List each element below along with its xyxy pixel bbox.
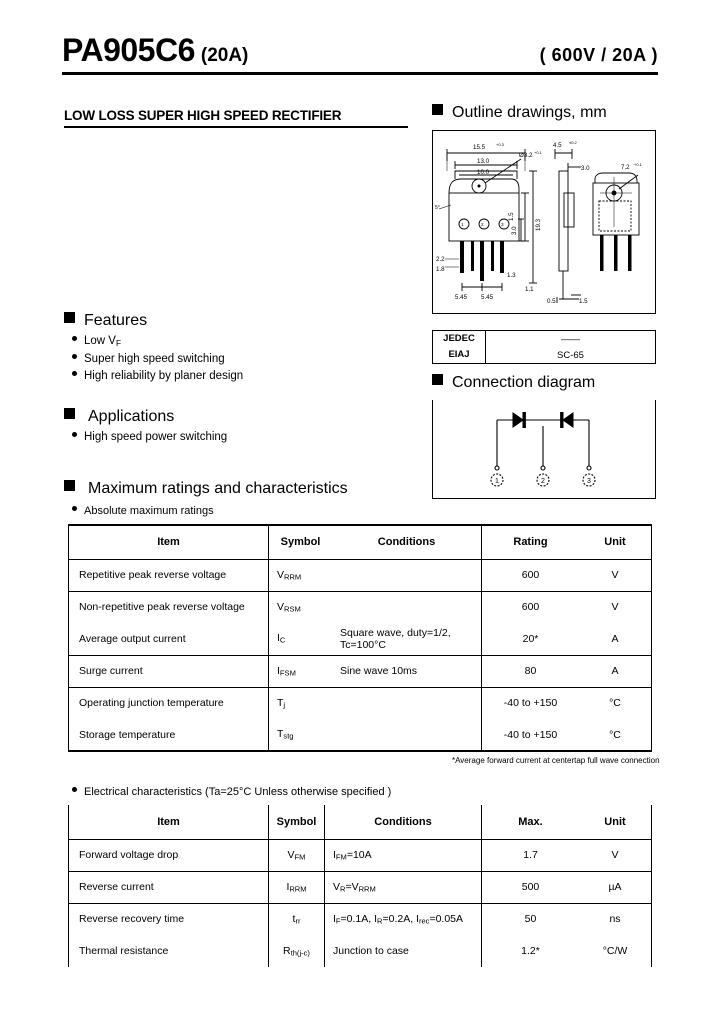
maxratings-title: Maximum ratings and characteristics xyxy=(88,480,348,497)
connection-diagram-box xyxy=(432,400,656,499)
cell-symbol: $I_C$ xyxy=(269,623,333,655)
table-row xyxy=(69,839,652,871)
col-header-rating: Rating xyxy=(482,525,580,559)
applications-item: High speed power switching xyxy=(72,431,227,443)
dim-body-width-outer: 13.0 xyxy=(477,158,490,165)
cell-unit: °C xyxy=(579,719,652,751)
connection-diagram-title: Connection diagram xyxy=(452,374,596,391)
package-outline-drawing xyxy=(433,131,653,311)
col-header-item: Item xyxy=(69,805,269,839)
connection-pin-label-3: 3 xyxy=(587,478,591,485)
dim-angle-note: 5° xyxy=(435,205,440,211)
ratings-summary: ( 600V / 20A ) xyxy=(539,45,658,65)
section-marker-square-icon xyxy=(64,480,75,491)
section-marker-square-icon xyxy=(64,312,75,323)
features-item: Low $V_F$ xyxy=(72,335,243,348)
section-marker-square-icon xyxy=(432,374,443,385)
header-rule xyxy=(62,72,658,75)
cell-rating: 600 xyxy=(482,559,580,591)
col-header-symbol: Symbol xyxy=(269,525,333,559)
cell-symbol: $V_{RSM}$ xyxy=(269,591,333,623)
table-row xyxy=(69,559,652,591)
product-subtitle: LOW LOSS SUPER HIGH SPEED RECTIFIER xyxy=(64,108,342,123)
applications-title: Applications xyxy=(88,408,175,425)
col-header-conditions: Conditions xyxy=(325,805,482,839)
eiaj-value: SC-65 xyxy=(557,349,584,361)
dim-tab-height: 3.0 xyxy=(511,226,518,235)
cell-conditions: Square wave, duty=1/2, Tc=100°C xyxy=(332,623,482,655)
col-header-max: Max. xyxy=(482,805,580,839)
table-row xyxy=(69,871,652,903)
diode-2-cathode-bar xyxy=(561,413,563,428)
diode-2-triangle xyxy=(563,413,573,427)
table-row xyxy=(69,935,652,967)
cell-max: 1.2* xyxy=(482,935,580,967)
cell-max: 500 xyxy=(482,871,580,903)
cell-item: Repetitive peak reverse voltage xyxy=(69,559,269,591)
cell-unit: V xyxy=(579,559,652,591)
dim-back-dim-tol: +0.1 xyxy=(634,162,642,167)
col-header-unit: Unit xyxy=(579,525,652,559)
cell-symbol: $V_{RRM}$ xyxy=(269,559,333,591)
col-header-conditions: Conditions xyxy=(332,525,482,559)
cell-item: Reverse current xyxy=(69,871,269,903)
cell-symbol: $I_{FSM}$ xyxy=(269,655,333,687)
table-row xyxy=(69,655,652,687)
bullet-icon xyxy=(72,336,77,341)
pin-label-3: 3 xyxy=(501,222,504,227)
dim-lead-width: 1.1 xyxy=(525,286,534,293)
connection-diagram-heading xyxy=(432,374,595,392)
outline-drawings-heading xyxy=(432,104,607,122)
cell-rating: 20* xyxy=(482,623,580,655)
cell-item: Surge current xyxy=(69,655,269,687)
diode-1-cathode-bar xyxy=(523,413,525,428)
cell-symbol: $R_{th(j-c)}$ xyxy=(269,935,325,967)
cell-rating: -40 to +150 xyxy=(482,687,580,719)
page-header xyxy=(62,34,658,75)
cell-item: Operating junction temperature xyxy=(69,687,269,719)
cell-symbol: $T_{stg}$ xyxy=(269,719,333,751)
outline-drawings-box xyxy=(432,130,656,314)
connection-pin-label-1: 1 xyxy=(495,478,499,485)
cell-unit: A xyxy=(579,655,652,687)
cell-unit: °C xyxy=(579,687,652,719)
dim-overall-width: 15.5 xyxy=(473,144,486,151)
section-marker-square-icon xyxy=(432,104,443,115)
col-header-symbol: Symbol xyxy=(269,805,325,839)
dim-hole-dia: Ø3.2 xyxy=(519,152,533,159)
dim-pin-pitch-1: 5.45 xyxy=(455,294,468,301)
cell-item: Average output current xyxy=(69,623,269,655)
cell-conditions: $I_{FM}=10A$ xyxy=(325,839,482,871)
absolute-maximum-ratings-table xyxy=(68,524,652,752)
cell-conditions xyxy=(332,719,482,751)
dim-side-thickness-tol: ±0.2 xyxy=(569,140,577,145)
bullet-icon xyxy=(72,506,77,511)
cell-conditions xyxy=(332,687,482,719)
cell-max: 1.7 xyxy=(482,839,580,871)
cell-item: Storage temperature xyxy=(69,719,269,751)
jedec-row xyxy=(433,331,655,347)
connection-diagram xyxy=(433,400,653,496)
connection-pin-label-2: 2 xyxy=(541,478,545,485)
absmax-caption: Absolute maximum ratings xyxy=(72,505,214,517)
table-row xyxy=(69,687,652,719)
cell-conditions: $I_F=0.1A$, $I_R=0.2A$, $I_{rec}=0.05A$ xyxy=(333,912,464,926)
cell-item: Non-repetitive peak reverse voltage xyxy=(69,591,269,623)
cell-conditions: Junction to case xyxy=(333,945,409,957)
jedec-label: JEDEC xyxy=(433,331,486,347)
diode-1-triangle xyxy=(513,413,523,427)
dim-lead-thick-side: 0.5 xyxy=(547,298,556,305)
cell-conditions xyxy=(332,591,482,623)
cell-max: 50 xyxy=(482,903,580,935)
dim-lead-len: 1.3 xyxy=(507,272,516,279)
bullet-icon xyxy=(72,354,77,359)
features-item: High reliability by planer design xyxy=(72,370,243,382)
applications-section xyxy=(64,408,227,443)
table-row xyxy=(69,623,652,655)
features-heading xyxy=(64,312,243,330)
table-header-row xyxy=(69,805,652,839)
dim-pin-pitch-2: 5.45 xyxy=(481,294,494,301)
cell-rating: -40 to +150 xyxy=(482,719,580,751)
dim-body-height-upper: 1.5 xyxy=(508,212,515,221)
pin-label-1: 1 xyxy=(461,222,464,227)
features-title: Features xyxy=(84,312,148,329)
cell-unit: °C/W xyxy=(579,935,652,967)
cell-conditions xyxy=(332,559,482,591)
features-item: Super high speed switching xyxy=(72,353,243,365)
dim-body-height-total: 19.3 xyxy=(535,218,542,231)
outline-drawings-title: Outline drawings, mm xyxy=(452,104,607,121)
table-row xyxy=(69,591,652,623)
dim-side-step: 3.0 xyxy=(581,165,590,172)
dim-back-dim: 7.2 xyxy=(621,164,630,171)
cell-item: Thermal resistance xyxy=(69,935,269,967)
cell-rating: 600 xyxy=(482,591,580,623)
absmax-footnote: *Average forward current at centertap full wave connection xyxy=(452,756,660,765)
bullet-icon xyxy=(72,787,77,792)
eiaj-label: EIAJ xyxy=(433,347,486,363)
cell-symbol: $V_{FM}$ xyxy=(269,839,325,871)
dim-side-thickness: 4.5 xyxy=(553,142,562,149)
cell-unit: ns xyxy=(579,903,652,935)
cell-symbol: $I_{RRM}$ xyxy=(269,871,325,903)
features-section xyxy=(64,312,243,382)
dim-lead-thickness-b: 1.8 xyxy=(436,266,445,273)
dim-lead-pitch-side: 1.5 xyxy=(579,298,588,305)
bullet-icon xyxy=(72,432,77,437)
part-number-block xyxy=(62,34,248,67)
cell-symbol: $T_j$ xyxy=(269,687,333,719)
table-header-row xyxy=(69,525,652,559)
table-row xyxy=(69,719,652,751)
section-marker-square-icon xyxy=(64,408,75,419)
pin-label-2: 2 xyxy=(481,222,484,227)
maxratings-heading xyxy=(64,480,348,498)
cell-unit: A xyxy=(579,623,652,655)
elec-caption: Electrical characteristics (Ta=25°C Unless otherwise specified ) xyxy=(72,786,391,798)
cell-unit: µA xyxy=(579,871,652,903)
applications-heading xyxy=(64,408,227,426)
electrical-characteristics-table xyxy=(68,805,652,967)
cell-item: Forward voltage drop xyxy=(69,839,269,871)
subtitle-rule xyxy=(64,126,408,128)
eiaj-row xyxy=(433,347,655,363)
cell-rating: 80 xyxy=(482,655,580,687)
dim-lead-thickness-a: 2.2 xyxy=(436,256,445,263)
cell-unit: V xyxy=(579,839,652,871)
part-number: PA905C6 xyxy=(62,32,195,68)
dim-hole-dia-tol: +0.1 xyxy=(534,150,542,155)
cell-conditions: $V_R=V_{RRM}$ xyxy=(325,871,482,903)
package-standard-table xyxy=(432,330,656,364)
part-number-suffix: (20A) xyxy=(200,45,249,66)
col-header-unit: Unit xyxy=(579,805,652,839)
cell-conditions: Sine wave 10ms xyxy=(332,655,482,687)
bullet-icon xyxy=(72,371,77,376)
cell-symbol: $t_{rr}$ xyxy=(269,903,325,935)
col-header-item: Item xyxy=(69,525,269,559)
product-subtitle-block xyxy=(64,108,408,128)
cell-item: Reverse recovery time xyxy=(69,903,269,935)
table-row xyxy=(69,903,652,935)
cell-unit: V xyxy=(579,591,652,623)
dim-body-width-inner: 10.0 xyxy=(477,169,490,176)
dim-overall-width-tol: +0.3 xyxy=(496,142,504,147)
jedec-value: —— xyxy=(561,333,580,345)
